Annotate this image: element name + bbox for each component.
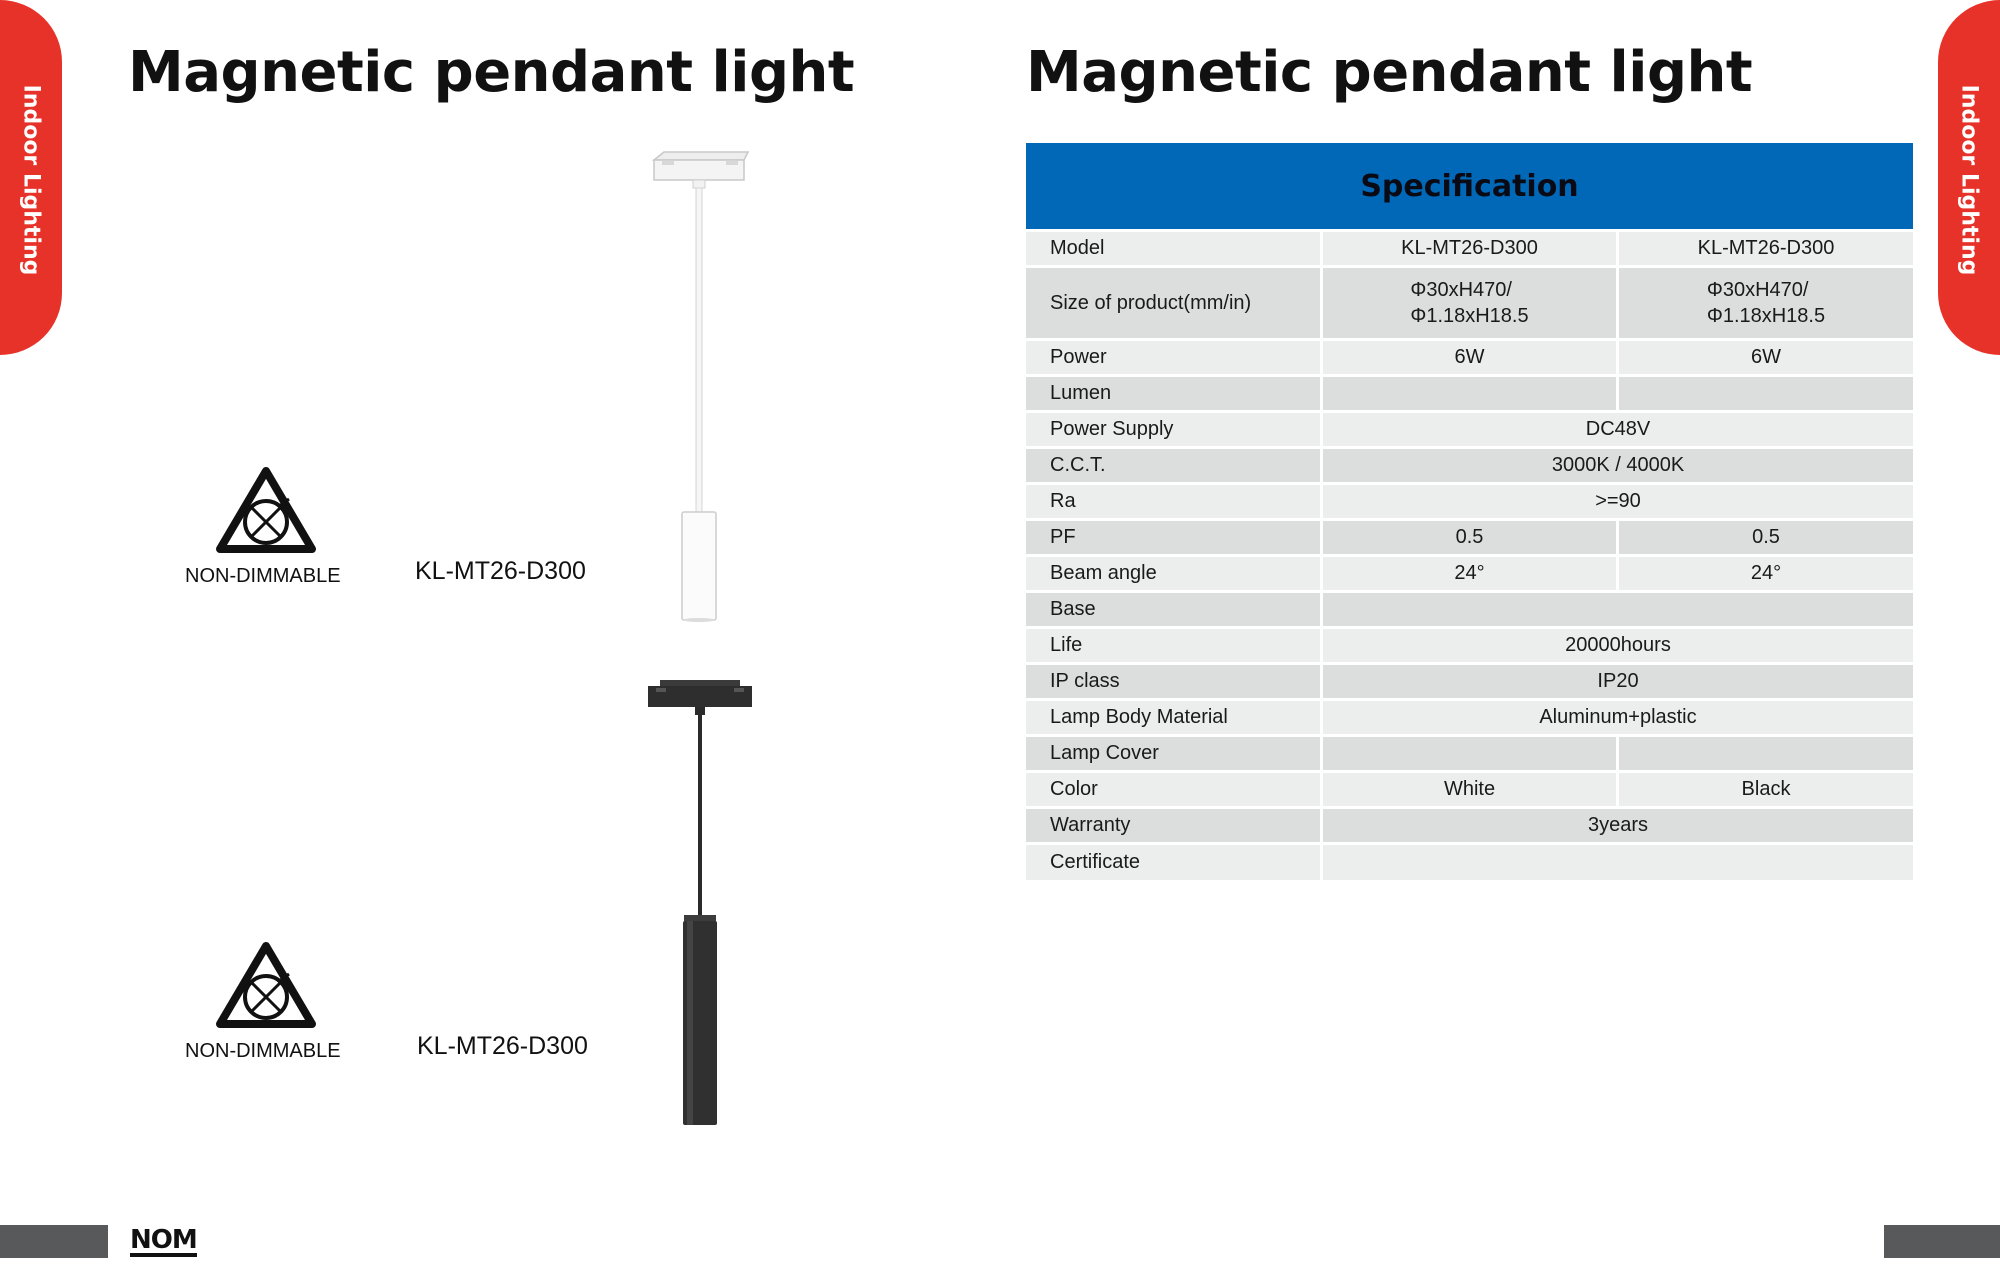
- spec-value: KL-MT26-D300: [1323, 232, 1616, 265]
- spec-row-ip-class: [1026, 665, 1913, 698]
- size-in: Φ1.18xH18.5: [1706, 305, 1826, 327]
- spec-value: [1619, 737, 1913, 770]
- non-dimmable-icon: [214, 940, 318, 1032]
- spec-row-life: [1026, 629, 1913, 662]
- spec-label: Lamp Cover: [1026, 737, 1320, 770]
- model-label: KL-MT26-D300: [415, 557, 586, 585]
- spec-value: Black: [1619, 773, 1913, 806]
- spec-value: DC48V: [1323, 413, 1913, 446]
- spec-label: Lumen: [1026, 377, 1320, 410]
- spec-row-body-material: [1026, 701, 1913, 734]
- spec-row-color: [1026, 773, 1913, 806]
- spec-label: IP class: [1026, 665, 1320, 698]
- spec-value: 3000K / 4000K: [1323, 449, 1913, 482]
- spec-label: Power Supply: [1026, 413, 1320, 446]
- size-mm: Φ30xH470/: [1410, 279, 1512, 301]
- spec-row-ra: [1026, 485, 1913, 518]
- side-tab-label: Indoor Lighting: [1956, 84, 1982, 276]
- spec-value: [1323, 737, 1616, 770]
- spec-row-model: [1026, 232, 1913, 265]
- spec-value: 20000hours: [1323, 629, 1913, 662]
- spec-value: KL-MT26-D300: [1619, 232, 1913, 265]
- spec-value: 6W: [1323, 341, 1616, 374]
- spec-value: White: [1323, 773, 1616, 806]
- spec-row-cct: [1026, 449, 1913, 482]
- spec-table-header: Specification: [1026, 143, 1913, 229]
- nom-logo: NOM: [130, 1225, 197, 1255]
- spec-value: >=90: [1323, 485, 1913, 518]
- model-label: KL-MT26-D300: [417, 1032, 588, 1060]
- spec-row-power-supply: [1026, 413, 1913, 446]
- product-item-black: [180, 940, 620, 1080]
- spec-row-lamp-cover: [1026, 737, 1913, 770]
- side-tab-right: [1938, 0, 2000, 355]
- product-item-white: [180, 465, 620, 605]
- spec-row-power: [1026, 341, 1913, 374]
- spec-value: 3years: [1323, 809, 1913, 842]
- side-tab-left: [0, 0, 62, 355]
- spec-value: [1323, 377, 1616, 410]
- spec-label: Warranty: [1026, 809, 1320, 842]
- spec-row-size: [1026, 268, 1913, 338]
- spec-label: C.C.T.: [1026, 449, 1320, 482]
- spec-row-warranty: [1026, 809, 1913, 842]
- spec-row-pf: [1026, 521, 1913, 554]
- spec-label: Beam angle: [1026, 557, 1320, 590]
- spec-row-beam-angle: [1026, 557, 1913, 590]
- footer-bar-left: [0, 1225, 108, 1258]
- size-mm: Φ30xH470/: [1706, 279, 1809, 301]
- spec-value: IP20: [1323, 665, 1913, 698]
- spec-value: [1323, 268, 1616, 338]
- spec-label: PF: [1026, 521, 1320, 554]
- spec-value: 0.5: [1619, 521, 1913, 554]
- spec-value: 0.5: [1323, 521, 1616, 554]
- white-pendant-lamp-image: [640, 150, 760, 625]
- spec-label: Power: [1026, 341, 1320, 374]
- spec-row-lumen: [1026, 377, 1913, 410]
- black-pendant-lamp-image: [640, 680, 760, 1130]
- spec-value: [1619, 377, 1913, 410]
- spec-label: Color: [1026, 773, 1320, 806]
- spec-label: Certificate: [1026, 845, 1320, 880]
- spec-label: Life: [1026, 629, 1320, 662]
- spec-value: Aluminum+plastic: [1323, 701, 1913, 734]
- spec-label: Base: [1026, 593, 1320, 626]
- spec-value: 6W: [1619, 341, 1913, 374]
- side-tab-label: Indoor Lighting: [18, 84, 44, 276]
- spec-label: Ra: [1026, 485, 1320, 518]
- spec-row-certificate: [1026, 845, 1913, 880]
- spec-row-base: [1026, 593, 1913, 626]
- spec-value: [1619, 268, 1913, 338]
- footer-bar-right: [1884, 1225, 2000, 1258]
- right-page-title: Magnetic pendant light: [1026, 40, 1753, 105]
- left-page-title: Magnetic pendant light: [128, 40, 855, 105]
- spec-label: Model: [1026, 232, 1320, 265]
- spec-value: [1323, 593, 1913, 626]
- non-dimmable-label: NON-DIMMABLE: [185, 1040, 341, 1062]
- spec-label: Lamp Body Material: [1026, 701, 1320, 734]
- non-dimmable-icon: [214, 465, 318, 557]
- size-in: Φ1.18xH18.5: [1410, 305, 1529, 327]
- spec-value: 24°: [1619, 557, 1913, 590]
- spec-value: 24°: [1323, 557, 1616, 590]
- non-dimmable-label: NON-DIMMABLE: [185, 565, 341, 587]
- specification-table: [1023, 140, 1916, 883]
- spec-value: [1323, 845, 1913, 880]
- spec-label: Size of product(mm/in): [1026, 268, 1320, 338]
